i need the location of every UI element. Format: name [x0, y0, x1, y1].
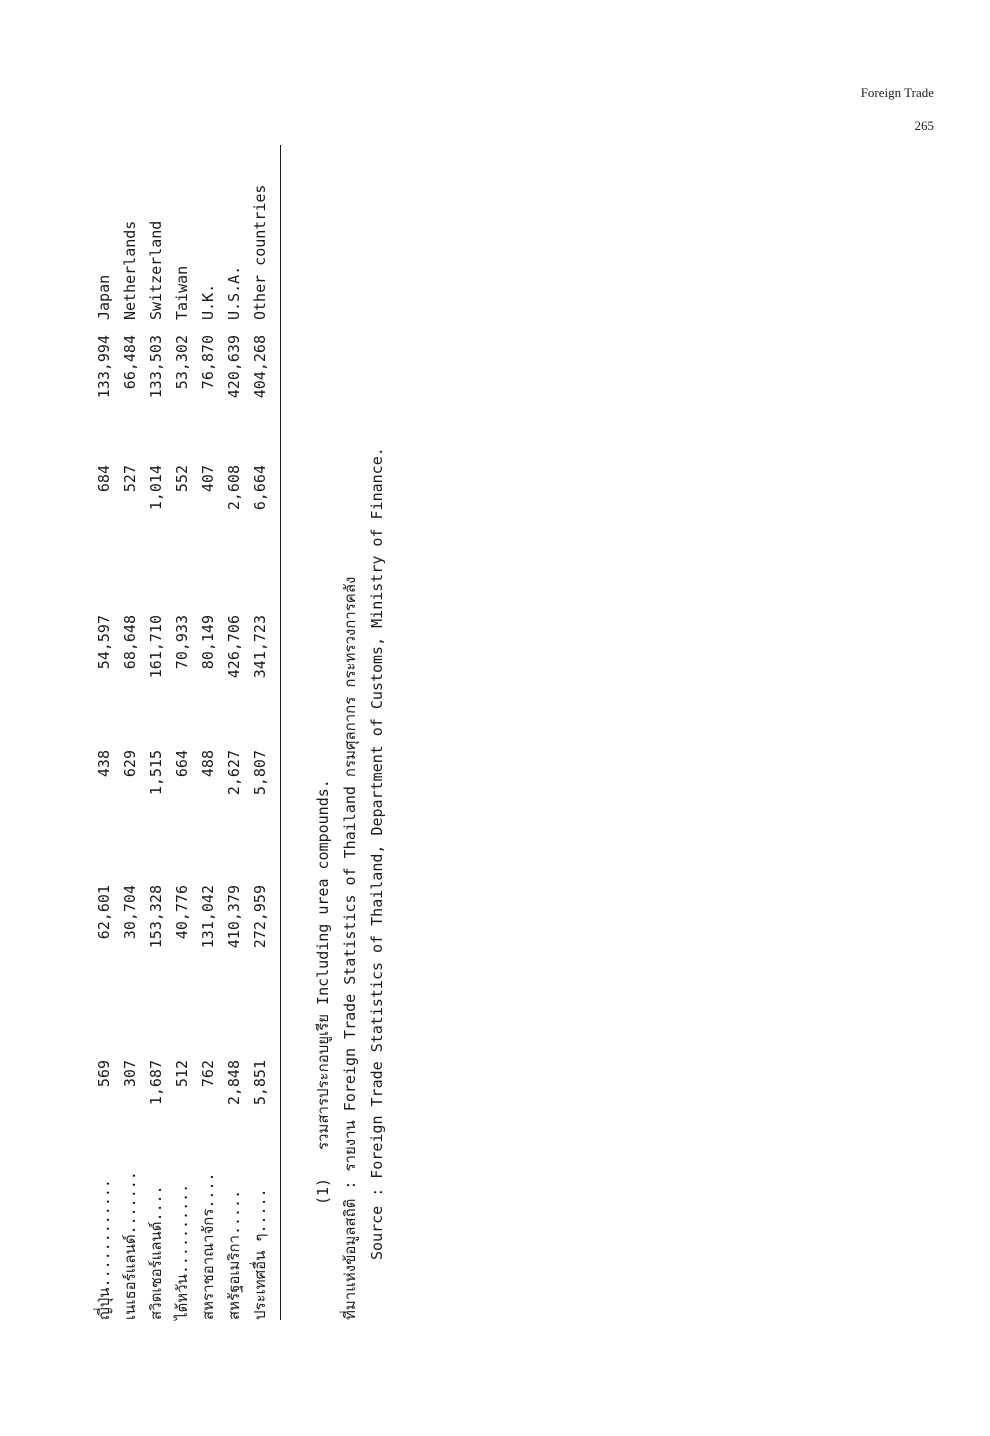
- cell-v2: 62,601: [95, 885, 113, 940]
- cell-country-en: Japan: [95, 274, 113, 320]
- cell-v1: 569: [95, 1060, 113, 1088]
- cell-country-th: สหราชอาณาจักร....: [199, 1172, 217, 1320]
- table-row: [220, 0, 248, 1330]
- cell-v5: 684: [95, 465, 113, 493]
- page-number: 265: [914, 118, 934, 133]
- cell-v6: 66,484: [121, 335, 139, 390]
- cell-v3: 2,627: [225, 750, 243, 796]
- cell-country-th: ไต้หวัน..........: [173, 1183, 191, 1320]
- cell-v6: 133,994: [95, 335, 113, 399]
- cell-country-th: สหรัฐอเมริกา.....: [225, 1189, 243, 1320]
- cell-v4: 54,597: [95, 615, 113, 670]
- cell-v4: 70,933: [173, 615, 191, 670]
- cell-v5: 527: [121, 465, 139, 493]
- source-english: Source : Foreign Trade Statistics of Thailand, Department of Customs, Ministry of Finance.: [368, 447, 386, 1260]
- cell-country-th: ประเทศอื่น ๆ.....: [251, 1188, 269, 1320]
- table-row: [168, 0, 196, 1330]
- cell-v6: 404,268: [251, 335, 269, 399]
- cell-v5: 2,608: [225, 465, 243, 511]
- cell-v2: 131,042: [199, 885, 217, 949]
- cell-v6: 53,302: [173, 335, 191, 390]
- cell-v1: 307: [121, 1060, 139, 1088]
- cell-v5: 552: [173, 465, 191, 493]
- rotated-table-page: [40, 0, 990, 1330]
- cell-v3: 664: [173, 750, 191, 778]
- cell-v3: 438: [95, 750, 113, 778]
- section-title: Foreign Trade: [860, 85, 934, 100]
- source-thai: ที่มาแห่งข้อมูลสถิติ : รายงาน Foreign Trade Statistics of Thailand กรมศุลกากร กระทรวงการคลัง: [341, 576, 359, 1320]
- table-row: [90, 0, 118, 1330]
- footnote-divider: [280, 145, 281, 1320]
- cell-v4: 161,710: [147, 615, 165, 679]
- cell-v5: 6,664: [251, 465, 269, 511]
- table-row: [116, 0, 144, 1330]
- cell-v1: 512: [173, 1060, 191, 1088]
- table-row: [142, 0, 170, 1330]
- cell-v3: 1,515: [147, 750, 165, 796]
- cell-v2: 272,959: [251, 885, 269, 949]
- cell-v4: 341,723: [251, 615, 269, 679]
- cell-country-en: Netherlands: [121, 220, 139, 320]
- cell-v2: 153,328: [147, 885, 165, 949]
- cell-v1: 2,848: [225, 1060, 243, 1106]
- cell-v6: 76,870: [199, 335, 217, 390]
- table-row: [194, 0, 222, 1330]
- footnote-marker: (1): [314, 1177, 332, 1205]
- cell-country-en: Other countries: [251, 184, 269, 320]
- cell-v6: 420,639: [225, 335, 243, 399]
- cell-v5: 1,014: [147, 465, 165, 511]
- cell-v3: 629: [121, 750, 139, 778]
- cell-v2: 40,776: [173, 885, 191, 940]
- cell-country-th: สวิตเซอร์แลนด์....: [147, 1185, 165, 1320]
- cell-v5: 407: [199, 465, 217, 493]
- table-row: [246, 0, 274, 1330]
- cell-v4: 80,149: [199, 615, 217, 670]
- cell-v2: 30,704: [121, 885, 139, 940]
- cell-country-en: U.S.A.: [225, 265, 243, 320]
- cell-country-th: ญี่ปุ่น............: [95, 1179, 113, 1320]
- cell-country-en: Taiwan: [173, 265, 191, 320]
- cell-v1: 1,687: [147, 1060, 165, 1106]
- cell-v2: 410,379: [225, 885, 243, 949]
- cell-v4: 426,706: [225, 615, 243, 679]
- cell-v1: 762: [199, 1060, 217, 1088]
- cell-country-th: เนเธอร์แลนด์.......: [121, 1171, 139, 1320]
- cell-v3: 5,807: [251, 750, 269, 796]
- cell-v4: 68,648: [121, 615, 139, 670]
- cell-country-en: U.K.: [199, 283, 217, 320]
- cell-country-en: Switzerland: [147, 220, 165, 320]
- footnote-text: รวมสารประกอบยูเรีย Including urea compounds.: [314, 779, 332, 1150]
- cell-v3: 488: [199, 750, 217, 778]
- cell-v1: 5,851: [251, 1060, 269, 1106]
- cell-v6: 133,503: [147, 335, 165, 399]
